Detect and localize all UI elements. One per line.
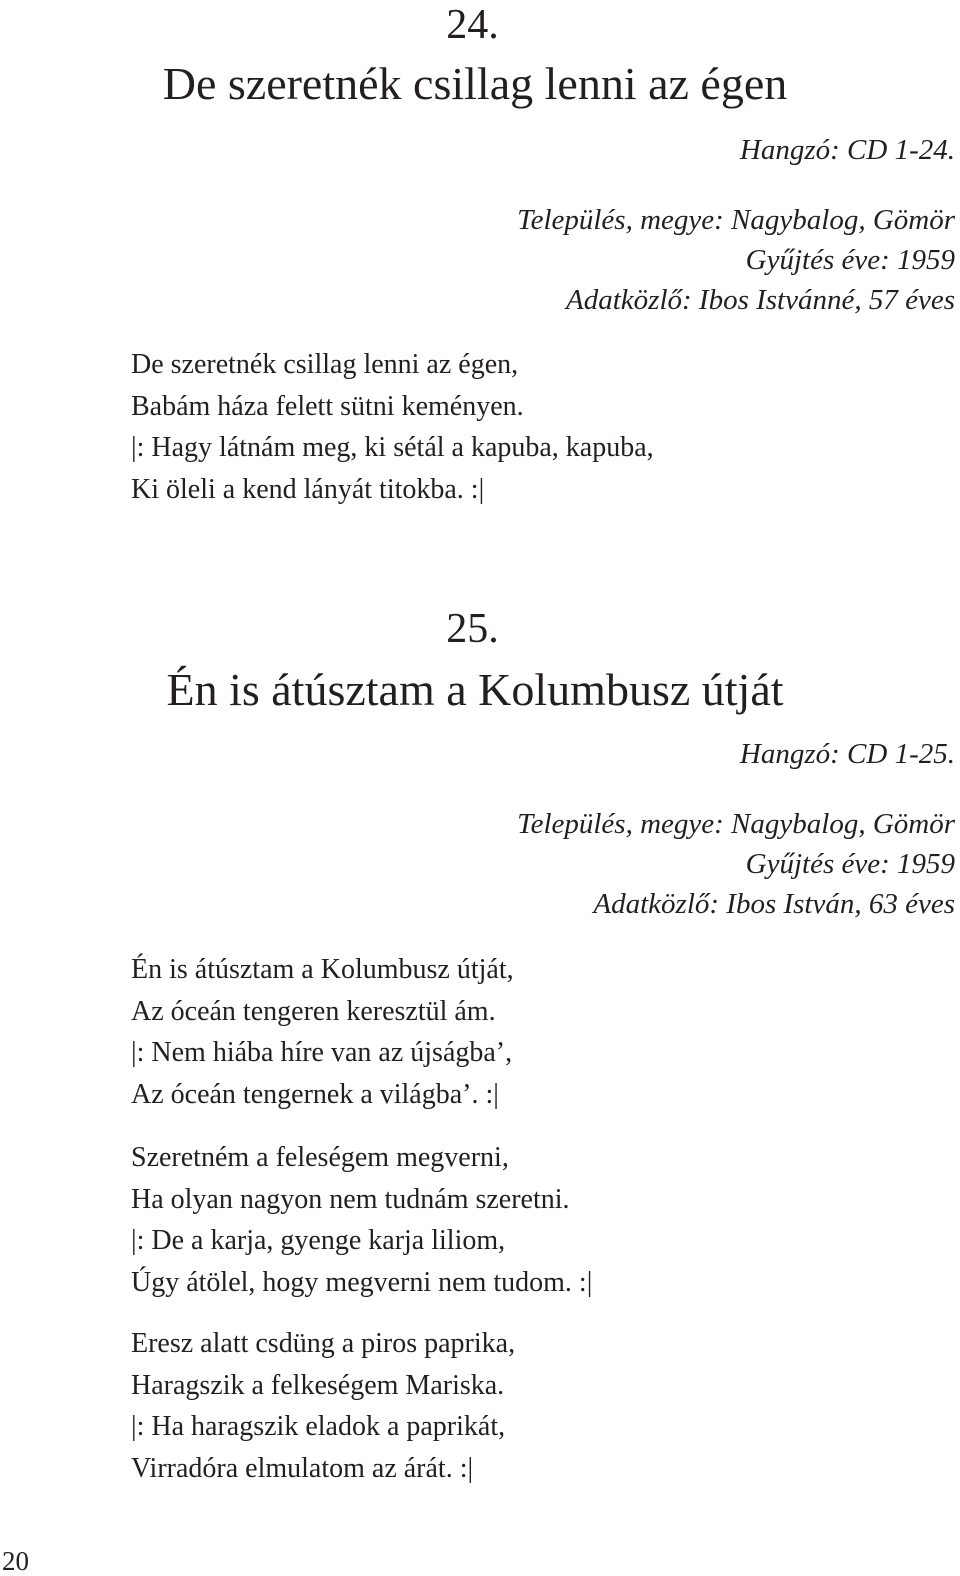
- song-24-informant: Adatközlő: Ibos Istvánné, 57 éves: [566, 284, 955, 316]
- song-24-stanza-1: [131, 344, 654, 510]
- song-24-recording: Hangzó: CD 1-24.: [739, 134, 955, 166]
- song-25-stanza-1: [131, 949, 514, 1115]
- page-number: 20: [2, 1546, 29, 1576]
- song-24-metadata: [517, 130, 955, 320]
- song-25-location: Település, megye: Nagybalog, Gömör: [517, 808, 955, 840]
- song-24-location: Település, megye: Nagybalog, Gömör: [517, 204, 955, 236]
- verse-line: Én is átúsztam a Kolumbusz útját,: [131, 954, 514, 985]
- verse-line: Babám háza felett sütni keményen.: [131, 390, 524, 422]
- verse-line: Úgy átölel, hogy megverni nem tudom. :|: [131, 1266, 593, 1298]
- song-25-stanza-3: [131, 1323, 515, 1489]
- verse-line: Az óceán tengernek a világba’. :|: [131, 1078, 499, 1110]
- song-25-number: 25.: [446, 606, 499, 652]
- song-25-stanza-2: [131, 1137, 592, 1303]
- verse-line: |: Hagy látnám meg, ki sétál a kapuba, kapuba,: [131, 432, 654, 463]
- song-24-collection-year: Gyűjtés éve: 1959: [745, 244, 955, 276]
- verse-line: |: Ha haragszik eladok a paprikát,: [131, 1411, 506, 1442]
- song-25-collection-year: Gyűjtés éve: 1959: [745, 848, 955, 880]
- verse-line: Virradóra elmulatom az árát. :|: [131, 1452, 474, 1484]
- verse-line: |: De a karja, gyenge karja liliom,: [131, 1225, 506, 1256]
- verse-line: Haragszik a felkeségem Mariska.: [131, 1369, 505, 1401]
- song-25-title: Én is átúsztam a Kolumbusz útját: [166, 664, 784, 715]
- verse-line: |: Nem hiába híre van az újságba’,: [131, 1037, 513, 1068]
- verse-line: Szeretném a feleségem megverni,: [131, 1142, 509, 1173]
- song-25-recording: Hangzó: CD 1-25.: [739, 738, 955, 770]
- verse-line: Eresz alatt csdüng a piros paprika,: [131, 1328, 516, 1359]
- verse-line: Ha olyan nagyon nem tudnám szeretni.: [131, 1183, 570, 1215]
- song-25-metadata: [517, 734, 955, 924]
- verse-line: De szeretnék csillag lenni az égen,: [131, 349, 519, 380]
- verse-line: Az óceán tengeren keresztül ám.: [131, 995, 496, 1027]
- song-24-number: 24.: [446, 2, 499, 48]
- song-25-informant: Adatközlő: Ibos István, 63 éves: [593, 888, 955, 920]
- song-24-title: De szeretnék csillag lenni az égen: [162, 58, 788, 109]
- verse-line: Ki öleli a kend lányát titokba. :|: [131, 473, 485, 505]
